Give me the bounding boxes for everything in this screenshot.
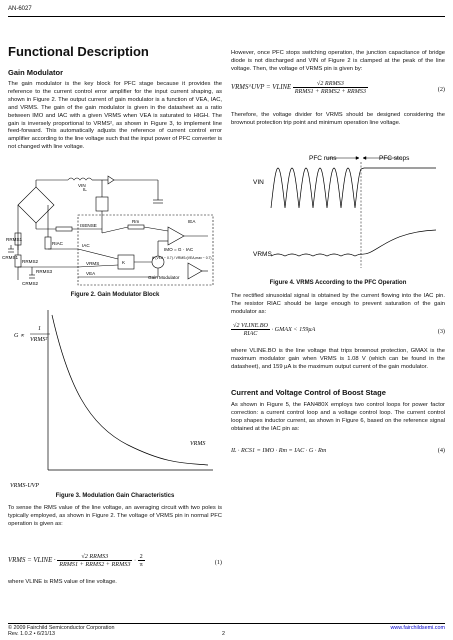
eq1-lhs: VRMS = VLINE · bbox=[8, 556, 56, 564]
eq1-denominator: RRMS1 + RRMS2 + RRMS3 bbox=[59, 561, 131, 568]
equation-4 bbox=[231, 447, 445, 454]
g-expr-num: 1 bbox=[38, 326, 41, 332]
revision: Rev. 1.0.2 • 6/21/13 bbox=[8, 631, 56, 638]
eq1-numerator: √2 RRMS3 bbox=[57, 553, 132, 561]
eq3-number: (3) bbox=[437, 328, 445, 335]
footer-rule bbox=[8, 623, 445, 624]
gain-modulator-heading: Gain Modulator bbox=[8, 68, 63, 77]
g-expr-den: VRMS² bbox=[30, 337, 48, 343]
eq4-body: IL · RCS1 = IMO · Rm = IAC · G · Rm bbox=[231, 447, 327, 454]
gain-modulator-label: Gain Modulator bbox=[148, 275, 180, 280]
vea-label: VEA bbox=[86, 271, 96, 276]
rrms1-label: RRMS1 bbox=[6, 237, 23, 242]
rrms3-label: RRMS3 bbox=[36, 269, 53, 274]
gain-modulator-block-diagram bbox=[2, 175, 222, 290]
section-title: Functional Description bbox=[8, 44, 149, 59]
copyright: © 2009 Fairchild Semiconductor Corporation bbox=[8, 625, 115, 631]
rm-label: Rm bbox=[132, 219, 140, 224]
control-loops-paragraph: As shown in Figure 5, the FAN480X employs two control loops for power factor correction: a current control loop and a voltage control loop. The current control loop shapes inductor current, as shown in Figure 6, based on the reference signal obtained at the IAC pin as: bbox=[231, 402, 445, 432]
x-axis-label: VRMS bbox=[190, 441, 206, 447]
current-voltage-control-heading: Current and Voltage Control of Boost Stage bbox=[231, 388, 386, 397]
eq2-number: (2) bbox=[437, 86, 445, 93]
eq1-number: (1) bbox=[214, 559, 222, 566]
website-link[interactable]: www.fairchildsemi.com bbox=[390, 625, 445, 631]
crms2-label: CRMS2 bbox=[22, 281, 39, 286]
gain-modulator-paragraph: The gain modulator is the key block for PFC stage because it provides the reference to the current control error amplifier for the input current shaping, as shown in Figure 2. The output current of gain modulator is a function of VEA, IAC, and VRMS. The gain of the gain modulator is given in the datasheet as a ratio between IMO and IAC with a given VRMS when VEA is saturated to HIGH. The gain is inversely proportional to VRMS², as shown in Figure 3, to implement line feed-forward. This automatically adjusts the reference of current control error amplifier according to the line voltage such that the input power of PFC converter is not changed with line voltage. bbox=[8, 81, 222, 151]
rectified-signal-paragraph: The rectified sinusoidal signal is obtained by the current flowing into the IAC pin. The resistor RIAC should be large enough to prevent saturation of the gain modulator as: bbox=[231, 293, 445, 315]
iea-label: IEA bbox=[188, 219, 196, 224]
eq2-numerator: √2 RRMS3 bbox=[293, 80, 368, 88]
equation-2 bbox=[231, 80, 445, 95]
where-vline-bo-paragraph: where VLINE.BO is the line voltage that trips brownout protection, GMAX is the maximum modulator gain when VRMS is 1.08 V (which can be found in the datasheet), and 159 μA is the maximum output current of the gain modulator. bbox=[231, 348, 445, 370]
riac-label: RIAC bbox=[52, 241, 63, 246]
il-label: IL bbox=[83, 187, 87, 192]
doc-id: AN-6027 bbox=[8, 6, 32, 12]
figure-2-caption: Figure 2. Gain Modulator Block bbox=[70, 292, 160, 298]
uvp-paragraph: However, once PFC stops switching operation, the junction capacitance of bridge diode is not discharged and VIN of Figure 2 is clamped at the peak of the line voltage. Then, the voltage of VRMS pin is given by: bbox=[231, 50, 445, 72]
vin-label: VIN bbox=[78, 183, 86, 188]
vrms-waveform-label: VRMS bbox=[253, 251, 272, 258]
imo-label: IMO = G · IAC bbox=[164, 247, 194, 252]
where-vline-text: where VLINE is RMS value of line voltage. bbox=[8, 579, 117, 585]
modulation-gain-chart bbox=[8, 305, 222, 490]
figure-3-caption: Figure 3. Modulation Gain Characteristics bbox=[55, 493, 175, 499]
figure-4-caption: Figure 4. VRMS According to the PFC Operation bbox=[269, 280, 407, 286]
rrms2-label: RRMS2 bbox=[22, 259, 39, 264]
rms-sense-paragraph: To sense the RMS value of the line voltage, an averaging circuit with two poles is typically employed, as shown in Figure 2. The voltage of VRMS pin in normal PFC operation is given as: bbox=[8, 505, 222, 527]
header-rule bbox=[8, 16, 445, 17]
divider-paragraph: Therefore, the voltage divider for VRMS should be designed considering the brownout protection trip point and minimum operation line voltage. bbox=[231, 112, 445, 126]
k-label: K bbox=[122, 260, 126, 265]
eq4-number: (4) bbox=[437, 447, 445, 454]
eq1-tail-numerator: 2 bbox=[138, 553, 145, 561]
uvp-axis-label: VRMS-UVP bbox=[10, 483, 39, 489]
vin-waveform-label: VIN bbox=[253, 179, 264, 186]
g-prefix: G ∝ bbox=[14, 333, 25, 339]
equation-3 bbox=[231, 322, 445, 337]
isense-label: ISENSE bbox=[80, 223, 97, 228]
eq3-numerator: √2 VLINE.BO bbox=[233, 322, 269, 329]
gain-formula: K·(VEA − 0.7) / VRMS²(VEA,max − 0.7) bbox=[152, 256, 212, 260]
vrms-operation-waveform bbox=[231, 148, 445, 273]
pfc-stops-label: PFC stops bbox=[379, 155, 410, 162]
eq3-denominator: RIAC bbox=[243, 330, 258, 337]
pfc-runs-label: PFC runs bbox=[309, 155, 337, 162]
eq2-denominator: RRMS1 + RRMS2 + RRMS3 bbox=[294, 88, 366, 95]
iac-label: IAC bbox=[82, 243, 90, 248]
crms1-label: CRMS1 bbox=[2, 255, 19, 260]
vrms-label: VRMS bbox=[86, 261, 100, 266]
equation-1: VRMS = VLINE · $\frac{\text{√2 RRMS3}}{\text{RRMS1 + RRMS2 + RRMS3}}$ · $\frac{2}{\pi}$ (1) bbox=[8, 553, 222, 568]
eq2-lhs: VRMS^UVP = VLINE bbox=[231, 83, 292, 91]
eq1-tail-denominator: π bbox=[139, 561, 143, 568]
page-number: 2 bbox=[222, 631, 225, 637]
eq3-rhs: · GMAX < 159μA bbox=[271, 325, 316, 333]
footer-left bbox=[8, 625, 114, 638]
